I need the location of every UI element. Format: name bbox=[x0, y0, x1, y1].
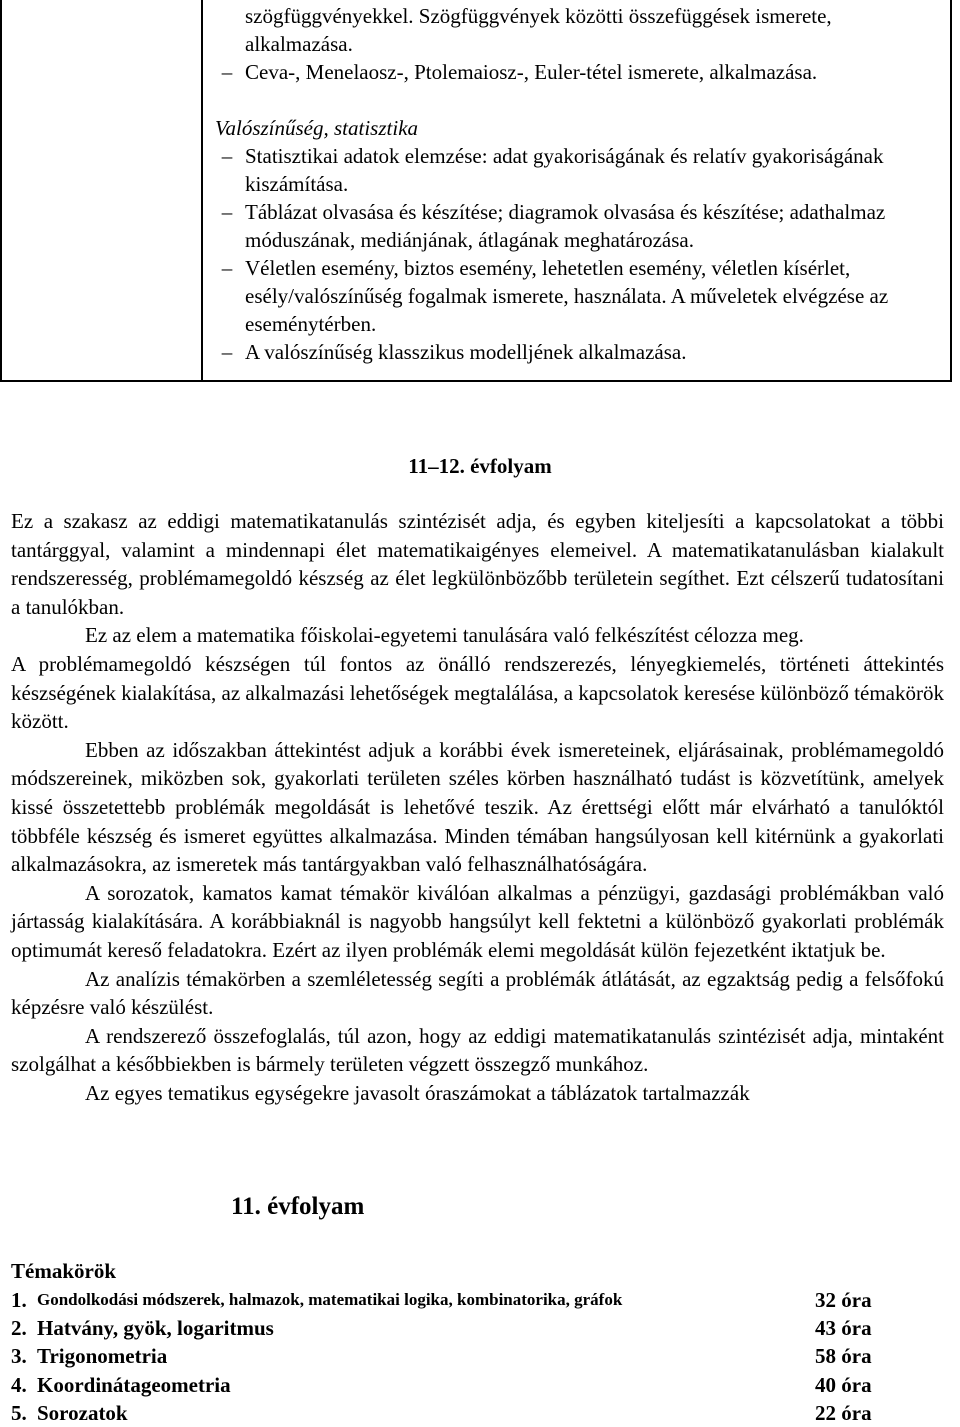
topic-row bbox=[11, 1371, 891, 1399]
grade-heading: 11. évfolyam bbox=[231, 1193, 365, 1220]
list-item bbox=[215, 254, 952, 338]
topic-name: Trigonometria bbox=[37, 1344, 168, 1369]
dash-bullet: – bbox=[221, 144, 233, 168]
section-heading: 11–12. évfolyam bbox=[408, 454, 552, 478]
topic-row bbox=[11, 1399, 891, 1427]
list-item-text: Táblázat olvasása és készítése; diagramok olvasása és készítése; adathalmaz móduszának, mediánjának, átlagának meghatározása. bbox=[245, 200, 886, 252]
paragraph: Ebben az időszakban áttekintést adjuk a korábbi évek ismereteinek, eljárásainak, problémamegoldó módszereinek, miközben sok, gyakorlati területen széles körben használható tudást is közvetítünk, amelyek kissé összetettebb problémák megoldását is lehetővé teszik. Az érettségi előtt már elvárható a tanulóktól többféle készség és ismeret együttes alkalmazása. Minden témában hangsúlyosan kell kitérnünk a gyakorlati alkalmazásokra, az ismeretek más tantárgyakban való felhasználhatóságára. bbox=[11, 737, 944, 877]
paragraph: Ez a szakasz az eddigi matematikatanulás szintézisét adja, és egyben kiteljesíti a kapcsolatokat a többi tantárggyal, valamint a mindennapi élet matematikaigényes elemeivel. A matematikatanulásban kialakult rendszeresség, problémamegoldó készség az élet legkülönbözőbb területein segíthet. Ezt célszerű tudatosítani a tanulókban. bbox=[11, 509, 944, 619]
topic-hours: 58 óra bbox=[815, 1344, 872, 1369]
topic-hours: 40 óra bbox=[815, 1372, 872, 1397]
topics-list bbox=[11, 1286, 891, 1427]
cell-line: alkalmazása. bbox=[245, 32, 353, 56]
topic-row bbox=[11, 1314, 891, 1342]
list-item-text: Véletlen esemény, biztos esemény, lehetetlen esemény, véletlen kísérlet, esély/valószínűség fogalmak ismerete, használata. A műveletek elvégzése az eseménytérben. bbox=[245, 256, 889, 336]
topic-name: Gondolkodási módszerek, halmazok, matematikai logika, kombinatorika, gráfok bbox=[37, 1290, 623, 1309]
body-text bbox=[11, 507, 944, 1107]
dash-bullet: – bbox=[221, 60, 233, 84]
list-item bbox=[215, 338, 952, 366]
dash-bullet: – bbox=[221, 200, 233, 224]
paragraph: Az analízis témakörben a szemléletesség segíti a problémák átlátását, az egzaktság pedig a felsőfokú képzésre való készülést. bbox=[11, 966, 944, 1020]
dash-bullet: – bbox=[221, 340, 233, 364]
table-cell-content bbox=[215, 2, 952, 366]
topics-title: Témakörök bbox=[11, 1259, 116, 1283]
list-item bbox=[215, 58, 952, 86]
topic-name: Sorozatok bbox=[37, 1400, 128, 1425]
topic-name: Hatvány, gyök, logaritmus bbox=[37, 1316, 274, 1341]
paragraph: A sorozatok, kamatos kamat témakör kiválóan alkalmas a pénzügyi, gazdasági problémákban való jártasság kialakítására. A korábbiaknál is nagyobb hangsúlyt kell fektetni a különböző gyakorlati problémák optimumát kereső feladatokra. Ezért az ilyen problémák elemi megoldását külön fejezetként iktatjuk be. bbox=[11, 880, 944, 962]
topic-row bbox=[11, 1286, 891, 1314]
list-item bbox=[215, 198, 952, 254]
dash-bullet: – bbox=[221, 256, 233, 280]
cell-line: szögfüggvényekkel. Szögfüggvények közötti összefüggések ismerete, bbox=[245, 4, 832, 28]
topic-number: 1. bbox=[11, 1288, 27, 1312]
topic-name: Koordinátageometria bbox=[37, 1372, 231, 1397]
paragraph: Ez az elem a matematika főiskolai-egyetemi tanulására való felkészítést célozza meg. bbox=[85, 623, 804, 648]
topic-hours: 22 óra bbox=[815, 1400, 872, 1425]
cell-subheading: Valószínűség, statisztika bbox=[215, 116, 419, 140]
list-item bbox=[215, 142, 952, 198]
topic-number: 3. bbox=[11, 1344, 27, 1369]
list-item-text: Ceva-, Menelaosz-, Ptolemaiosz-, Euler-tétel ismerete, alkalmazása. bbox=[245, 60, 818, 84]
paragraph: A rendszerező összefoglalás, túl azon, hogy az eddigi matematikatanulás szintézisét adja, mintaként szolgálhat a későbbiekben is bármely területen végzett összegző munkához. bbox=[11, 1023, 944, 1077]
topic-row bbox=[11, 1342, 891, 1370]
list-item-text: A valószínűség klasszikus modelljének alkalmazása. bbox=[245, 340, 687, 364]
list-item-text: Statisztikai adatok elemzése: adat gyakoriságának és relatív gyakoriságának kiszámítása. bbox=[245, 144, 884, 196]
table-column-divider bbox=[201, 0, 203, 380]
paragraph: Az egyes tematikus egységekre javasolt óraszámokat a táblázatok tartalmazzák bbox=[85, 1080, 750, 1105]
topic-number: 5. bbox=[11, 1400, 27, 1425]
paragraph: A problémamegoldó készségen túl fontos az önálló rendszerezés, lényegkiemelés, történeti áttekintés készségének kialakítása, az alkalmazási lehetőségek megtalálása, a kapcsolatok keresése különböző témakörök között. bbox=[11, 651, 944, 734]
topic-hours: 43 óra bbox=[815, 1316, 872, 1341]
topic-number: 2. bbox=[11, 1316, 27, 1341]
topic-hours: 32 óra bbox=[815, 1288, 872, 1312]
topic-number: 4. bbox=[11, 1372, 27, 1397]
